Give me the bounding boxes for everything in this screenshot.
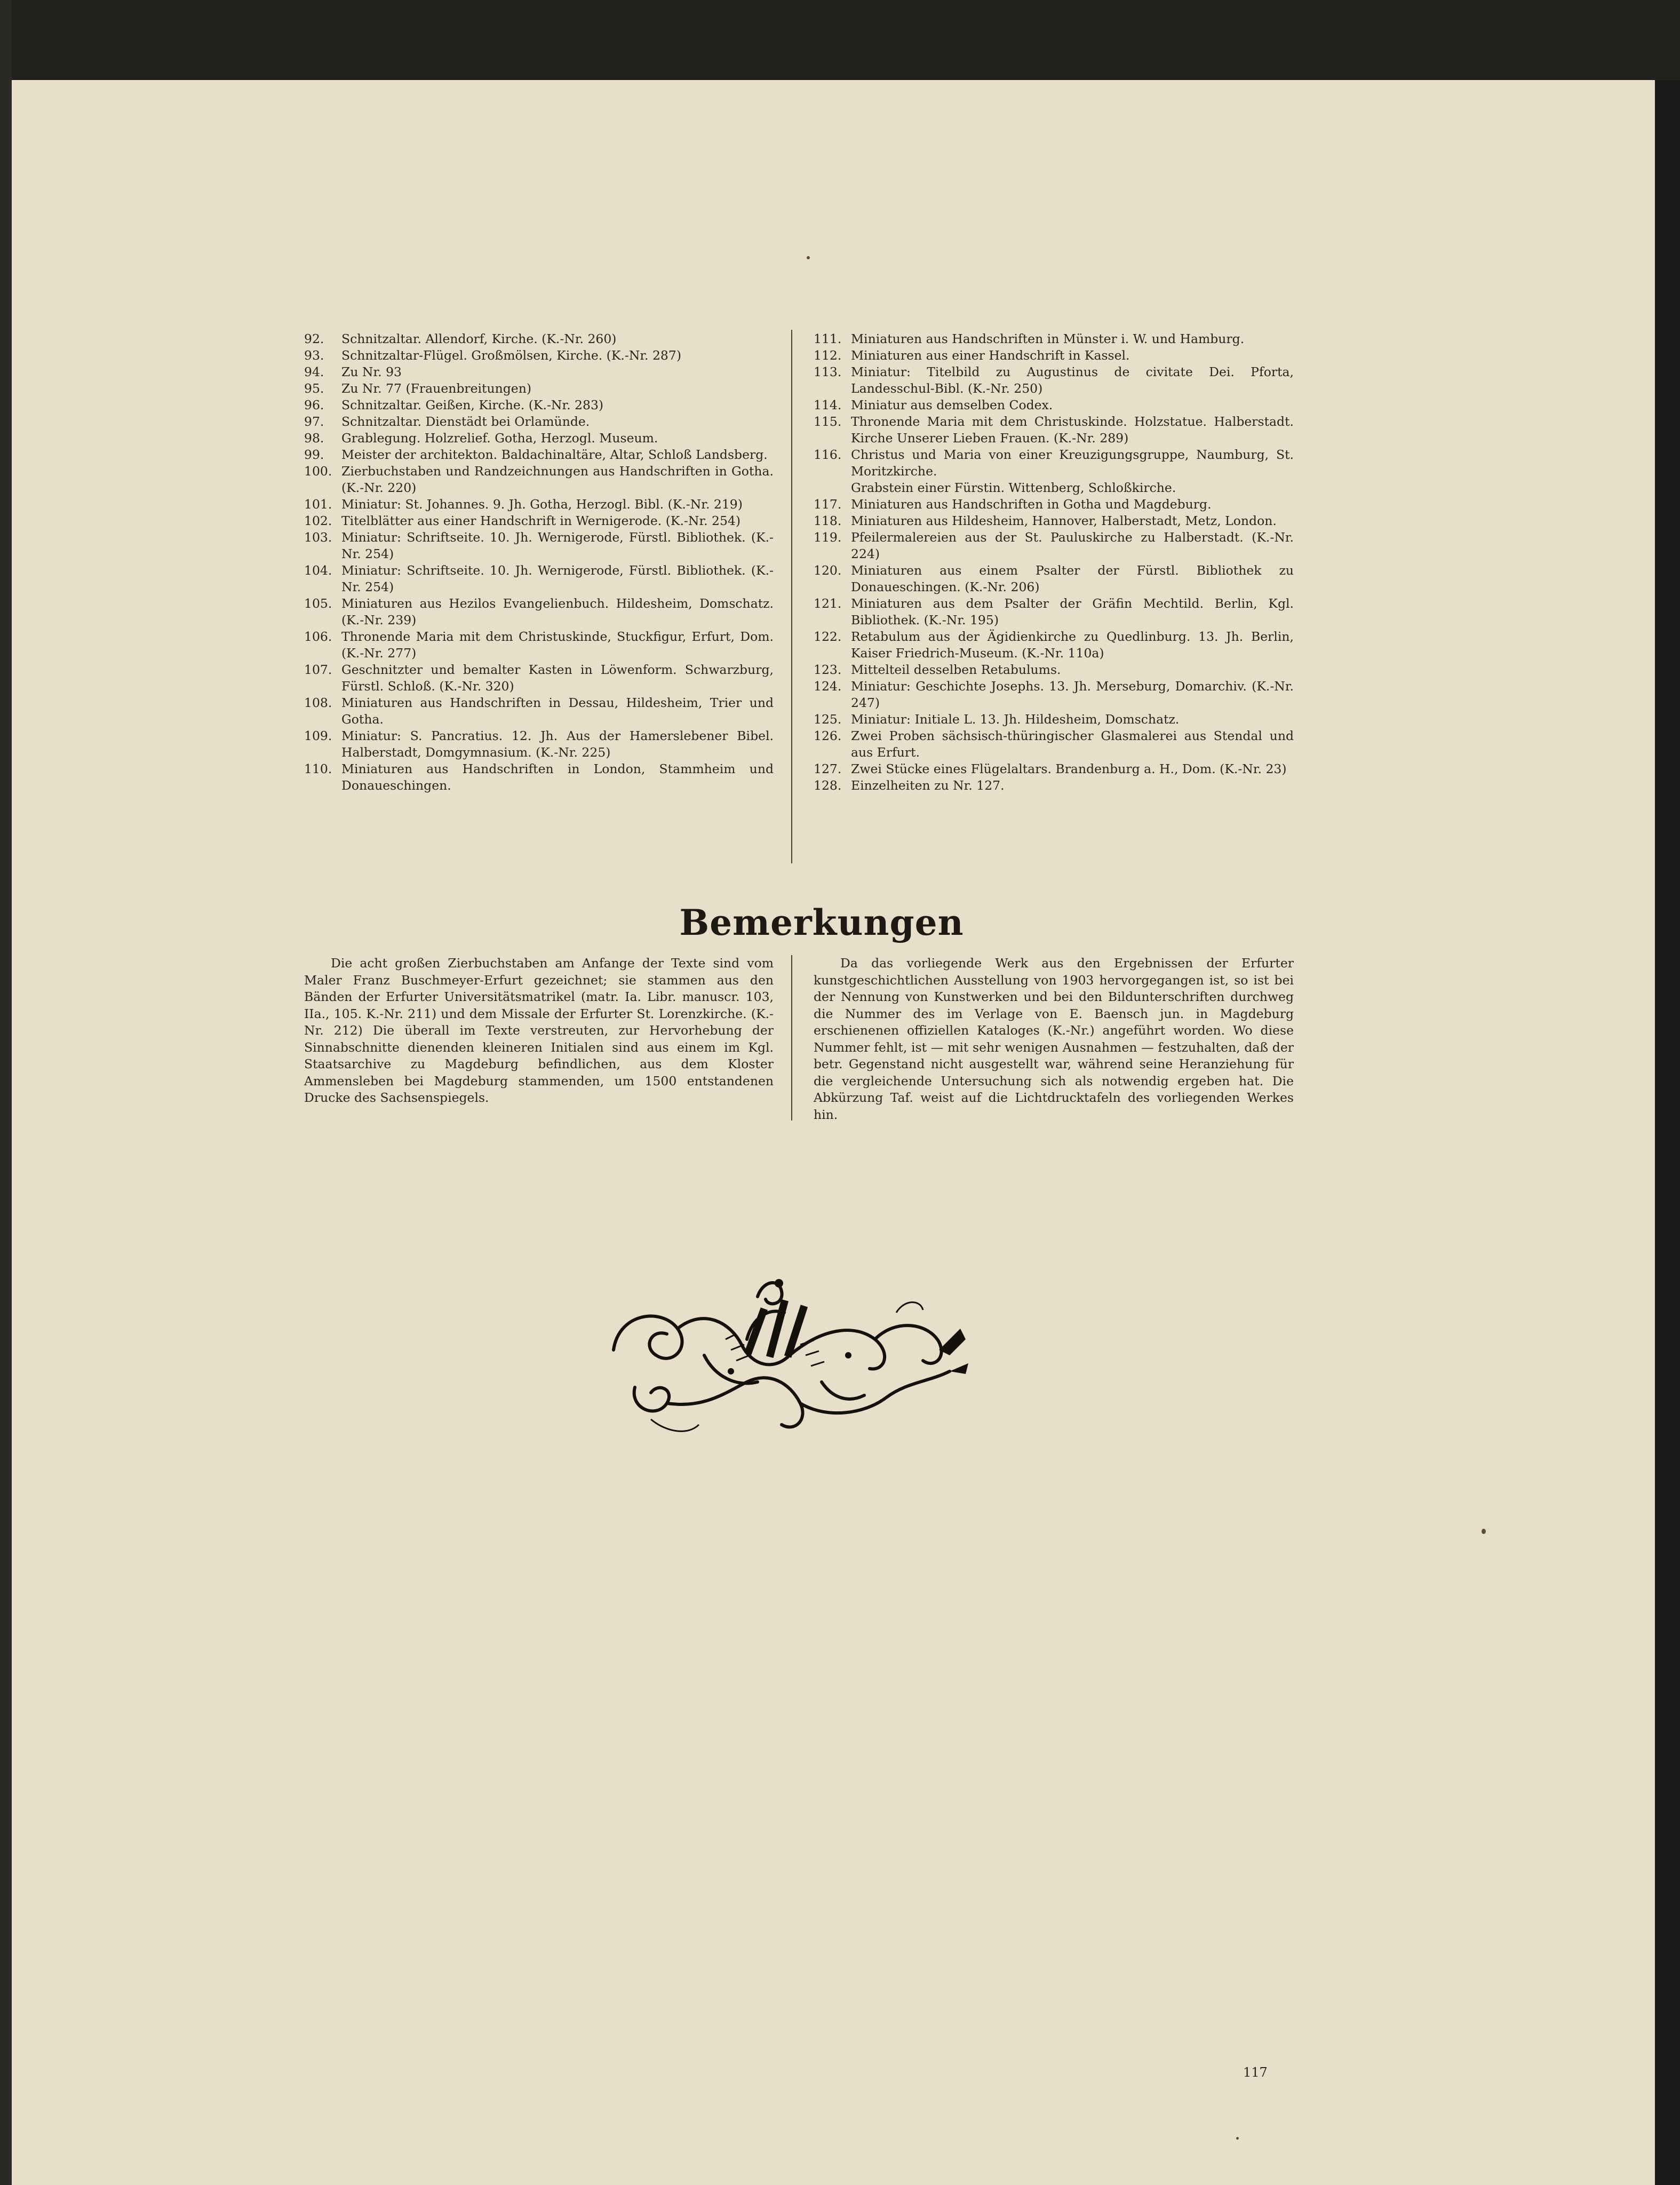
plate-entry [814,496,1294,513]
plate-entry [304,347,774,364]
plate-list-left [304,331,774,794]
plate-number: 119. [814,530,842,545]
plate-description: Miniaturen aus Handschriften in Dessau, Hildesheim, Trier und Gotha. [341,695,774,727]
plate-number: 96. [304,398,324,412]
plate-number [814,480,851,496]
remarks-right-paragraph: Da das vorliegende Werk aus den Ergebnissen der Erfurter kunstgeschichtlichen Ausstellung von 1903 hervorgegangen ist, so ist bei der Nennung von Kunstwerken und bei den Bildunterschriften durchweg die Nummer des im Verlage von E. Baensch jun. in Magdeburg erschienenen offiziellen Kataloges (K.-Nr.) angeführt worden. Wo diese Nummer fehlt, ist — mit sehr wenigen Ausnahmen — festzuhalten, daß der betr. Gegenstand nicht ausgestellt war, während seine Heranziehung für die vergleichende Untersuchung sich als notwendig ergeben hat. Die Abkürzung Taf. weist auf die Lichtdrucktafeln des vorliegenden Werkes hin. [814,956,1294,1122]
plate-number: 118. [814,513,842,528]
plate-number: 101. [304,497,332,512]
plate-description: Thronende Maria mit dem Christuskinde, Stuckfigur, Erfurt, Dom. (K.-Nr. 277) [341,629,774,661]
plate-description: Grabstein einer Fürstin. Wittenberg, Schloßkirche. [851,480,1176,495]
plate-description: Schnitzaltar. Geißen, Kirche. (K.-Nr. 283) [341,398,604,412]
plate-description: Miniatur: S. Pancratius. 12. Jh. Aus der Hamerslebener Bibel. Halberstadt, Domgymnasium. (K.-Nr. 225) [341,728,774,760]
plate-description: Schnitzaltar. Dienstädt bei Orlamünde. [341,414,590,429]
plate-entry [304,414,774,430]
plate-entry [304,662,774,695]
plate-entry [814,447,1294,480]
plate-entry [814,711,1294,728]
plate-entry [304,463,774,496]
plate-number: 120. [814,563,842,578]
plate-description: Miniaturen aus Handschriften in Münster i. W. und Hamburg. [851,331,1245,346]
plate-entry [304,562,774,595]
plate-number: 117. [814,497,842,512]
plate-description: Einzelheiten zu Nr. 127. [851,778,1005,793]
plate-entry [814,397,1294,414]
plate-number: 102. [304,513,332,528]
page-number: 117 [1243,2065,1268,2080]
calligraphic-ornament [598,1249,971,1451]
plate-entry [814,331,1294,347]
plate-description: Miniatur: Initiale L. 13. Jh. Hildesheim, Domschatz. [851,712,1180,727]
paper-speck [807,256,810,259]
plate-number: 122. [814,629,842,644]
plate-number: 99. [304,447,324,462]
plate-entry [304,496,774,513]
plate-number: 127. [814,761,842,776]
plate-number: 95. [304,381,324,396]
plate-description: Miniaturen aus Handschriften in Gotha und Magdeburg. [851,497,1212,512]
plate-number: 125. [814,712,842,727]
plate-description: Schnitzaltar-Flügel. Großmölsen, Kirche. (K.-Nr. 287) [341,348,681,363]
plate-description: Thronende Maria mit dem Christuskinde. Holzstatue. Halberstadt. Kirche Unserer Lieben Frauen. (K.-Nr. 289) [851,414,1294,446]
plate-entry [814,529,1294,562]
plate-number: 113. [814,364,842,379]
plate-description: Zwei Stücke eines Flügelaltars. Brandenburg a. H., Dom. (K.-Nr. 23) [851,761,1287,776]
plate-description: Meister der architekton. Baldachinaltäre, Altar, Schloß Landsberg. [341,447,768,462]
plate-number: 109. [304,728,332,743]
plate-number: 108. [304,695,332,710]
plate-description: Geschnitzter und bemalter Kasten in Löwenform. Schwarzburg, Fürstl. Schloß. (K.-Nr. 320) [341,662,774,694]
plate-description: Miniatur: Schriftseite. 10. Jh. Wernigerode, Fürstl. Bibliothek. (K.-Nr. 254) [341,563,774,594]
book-spine-edge [0,0,12,2185]
plate-number: 110. [304,761,332,776]
plate-description: Miniatur: Schriftseite. 10. Jh. Wernigerode, Fürstl. Bibliothek. (K.-Nr. 254) [341,530,774,561]
plate-number: 103. [304,530,332,545]
plate-entry [304,380,774,397]
plate-number: 100. [304,464,332,479]
plate-entry [814,562,1294,595]
plate-entry [814,678,1294,711]
plate-number: 128. [814,778,842,793]
plate-number: 116. [814,447,842,462]
plate-number: 124. [814,679,842,694]
plate-description: Miniaturen aus einer Handschrift in Kassel. [851,348,1130,363]
plate-entry [304,430,774,447]
scan-background [12,0,1680,80]
plate-entry [304,595,774,629]
plate-entry [304,397,774,414]
remarks-left-paragraph: Die acht großen Zierbuchstaben am Anfange der Texte sind vom Maler Franz Buschmeyer-Erfurt gezeichnet; sie stammen aus den Bänden der Erfurter Universitätsmatrikel (matr. Ia. Libr. manuscr. 103, IIa., 105. K.-Nr. 211) und dem Missale der Erfurter St. Lorenzkirche. (K.-Nr. 212) Die überall im Texte verstreuten, zur Hervorhebung der Sinnabschnitte dienenden kleineren Initialen sind aus einem im Kgl. Staatsarchive zu Magdeburg befindlichen, aus dem Kloster Ammensleben bei Magdeburg stammenden, um 1500 entstandenen Drucke des Sachsenspiegels. [304,956,774,1105]
plate-description: Retabulum aus der Ägidienkirche zu Quedlinburg. 13. Jh. Berlin, Kaiser Friedrich-Museum. (K.-Nr. 110a) [851,629,1294,661]
plate-description: Miniaturen aus Hezilos Evangelienbuch. Hildesheim, Domschatz. (K.-Nr. 239) [341,596,774,627]
plate-entry [304,447,774,463]
plate-description: Miniatur: Titelbild zu Augustinus de civitate Dei. Pforta, Landesschul-Bibl. (K.-Nr. 250) [851,364,1294,396]
plate-entry [814,364,1294,397]
plate-list-right [814,331,1294,794]
plate-entry [814,629,1294,662]
column-divider [791,330,792,863]
plate-entry [814,480,1294,496]
plate-number: 105. [304,596,332,611]
plate-description: Miniatur: St. Johannes. 9. Jh. Gotha, Herzogl. Bibl. (K.-Nr. 219) [341,497,743,512]
plate-entry [814,414,1294,447]
plate-entry [304,761,774,794]
plate-number: 97. [304,414,324,429]
plate-entry [304,629,774,662]
plate-description: Zu Nr. 77 (Frauenbreitungen) [341,381,532,396]
plate-entry [304,728,774,761]
plate-entry [814,728,1294,761]
plate-number: 104. [304,563,332,578]
plate-description: Miniatur: Geschichte Josephs. 13. Jh. Merseburg, Domarchiv. (K.-Nr. 247) [851,679,1294,710]
plate-description: Titelblätter aus einer Handschrift in Wernigerode. (K.-Nr. 254) [341,513,741,528]
plate-description: Mittelteil desselben Retabulums. [851,662,1061,677]
plate-entry [814,662,1294,678]
plate-description: Miniatur aus demselben Codex. [851,398,1053,412]
plate-entry [304,529,774,562]
plate-number: 112. [814,348,842,363]
plate-entry [814,347,1294,364]
plate-number: 121. [814,596,842,611]
plate-number: 106. [304,629,332,644]
plate-entry [814,595,1294,629]
plate-number: 115. [814,414,842,429]
plate-description: Schnitzaltar. Allendorf, Kirche. (K.-Nr. 260) [341,331,617,346]
plate-number: 111. [814,331,842,346]
plate-entry [304,364,774,380]
plate-number: 114. [814,398,842,412]
section-heading: Bemerkungen [679,902,964,943]
plate-description: Zierbuchstaben und Randzeichnungen aus Handschriften in Gotha. (K.-Nr. 220) [341,464,774,495]
plate-number: 126. [814,728,842,743]
plate-entry [814,777,1294,794]
column-divider [791,955,792,1121]
plate-entry [304,695,774,728]
plate-description: Miniaturen aus Hildesheim, Hannover, Halberstadt, Metz, London. [851,513,1277,528]
plate-description: Miniaturen aus dem Psalter der Gräfin Mechtild. Berlin, Kgl. Bibliothek. (K.-Nr. 195) [851,596,1294,627]
plate-number: 98. [304,431,324,446]
plate-entry [304,513,774,529]
plate-description: Miniaturen aus einem Psalter der Fürstl. Bibliothek zu Donaueschingen. (K.-Nr. 206) [851,563,1294,594]
plate-description: Pfeilermalereien aus der St. Pauluskirche zu Halberstadt. (K.-Nr. 224) [851,530,1294,561]
plate-description: Grablegung. Holzrelief. Gotha, Herzogl. Museum. [341,431,658,446]
plate-description: Zu Nr. 93 [341,364,402,379]
plate-number: 92. [304,331,324,346]
plate-entry [814,513,1294,529]
plate-description: Christus und Maria von einer Kreuzigungsgruppe, Naumburg, St. Moritzkirche. [851,447,1294,479]
plate-number: 93. [304,348,324,363]
plate-entry [814,761,1294,777]
plate-description: Miniaturen aus Handschriften in London, Stammheim und Donaueschingen. [341,761,774,793]
plate-number: 94. [304,364,324,379]
paper-speck [1236,2137,1239,2140]
plate-number: 107. [304,662,332,677]
plate-entry [304,331,774,347]
plate-description: Zwei Proben sächsisch-thüringischer Glasmalerei aus Stendal und aus Erfurt. [851,728,1294,760]
paper-speck [1482,1529,1486,1534]
plate-number: 123. [814,662,842,677]
